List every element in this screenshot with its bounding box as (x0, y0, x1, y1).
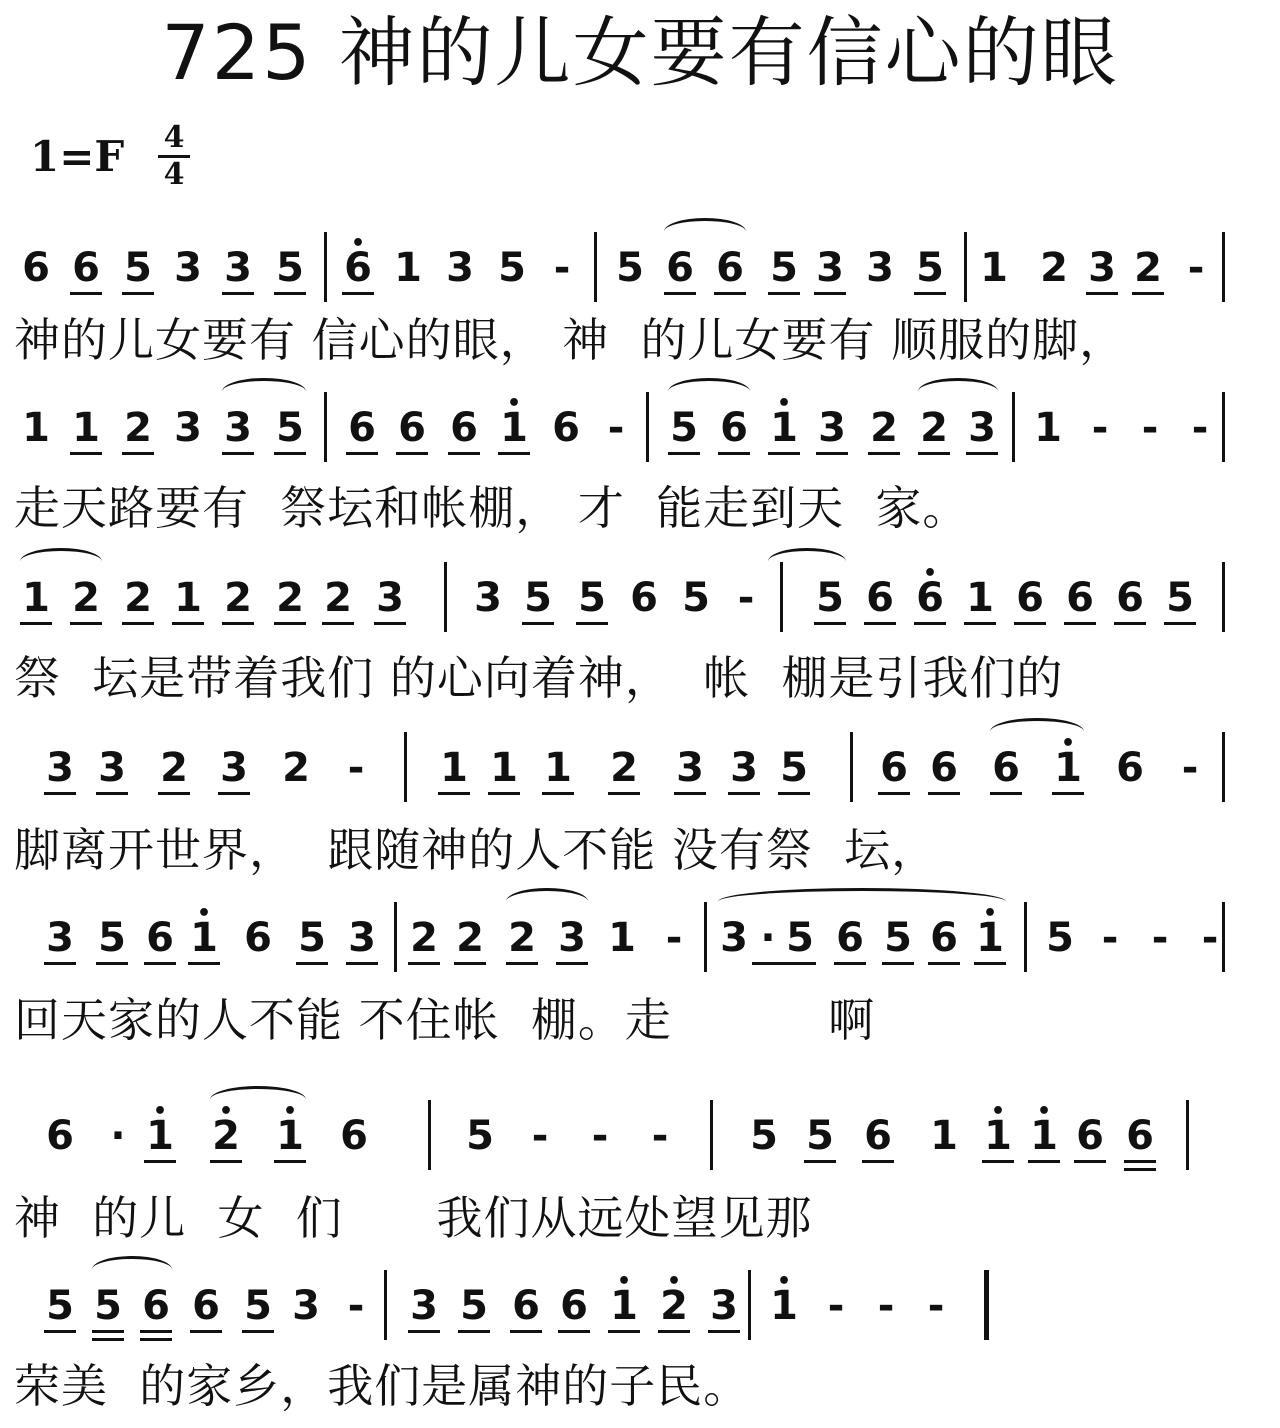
note: 5 (774, 740, 814, 796)
note: 5 (764, 240, 804, 296)
note: 5 (92, 910, 132, 966)
note: 3 (866, 245, 894, 291)
slur (918, 378, 998, 405)
note: 1 (16, 570, 56, 626)
note: 5 (118, 240, 158, 296)
note: • 1 (1048, 740, 1088, 796)
note: 3 (670, 740, 710, 796)
note: 2 (154, 740, 194, 796)
note: 1 (538, 740, 578, 796)
barline (1222, 902, 1225, 972)
note: 3 (446, 245, 474, 291)
note: 3 (92, 740, 132, 796)
barline (594, 232, 597, 302)
note: 6 (1110, 570, 1150, 626)
note: 2 (318, 570, 358, 626)
dash: - (665, 915, 683, 961)
lyrics-line: 神 的儿 女 们 我们从远处望见那 (14, 1191, 813, 1245)
note: 1 (394, 245, 422, 291)
note: 5 (1046, 915, 1074, 961)
barline (324, 392, 327, 462)
note: • 1 (1024, 1108, 1064, 1164)
note: 6 (986, 740, 1026, 796)
slur (664, 218, 746, 245)
barline (1024, 902, 1027, 972)
note: 6 (1010, 570, 1050, 626)
note: 6 (136, 1278, 176, 1334)
note: 2 (914, 400, 954, 456)
dash: - (877, 1283, 895, 1329)
note: • 2 (206, 1108, 246, 1164)
barline (704, 902, 707, 972)
note: 5 (572, 570, 612, 626)
slur (668, 378, 750, 405)
note: 5 (292, 910, 332, 966)
lyrics-line: 荣美 的家乡，我们是属神的子民。 (14, 1359, 751, 1413)
dash: - (927, 1283, 945, 1329)
barline (1222, 392, 1225, 462)
note: 2 (502, 910, 542, 966)
note: 5 (40, 1278, 80, 1334)
note: 5 (454, 1278, 494, 1334)
note: 5 (750, 1113, 778, 1159)
note: 6 (1116, 745, 1144, 791)
note: 3 (724, 740, 764, 796)
note: 2 (118, 400, 158, 456)
note: • 1 (978, 1108, 1018, 1164)
dash: - (1091, 405, 1109, 451)
note: 6 (830, 910, 870, 966)
note: • 1 (184, 910, 224, 966)
note: 6 (1070, 1108, 1110, 1164)
note: 3 (174, 405, 202, 451)
note: 5 (664, 400, 704, 456)
dash: - (1141, 405, 1159, 451)
note: 5 (616, 245, 644, 291)
note: • 1 (604, 1278, 644, 1334)
dash: - (1181, 745, 1199, 791)
note: 5 (910, 240, 950, 296)
note: 3 (962, 400, 1002, 456)
note: 1 (608, 915, 636, 961)
song-title: 725 神的儿女要有信心的眼 (161, 8, 1119, 97)
note: 6 (924, 740, 964, 796)
note: 3 (174, 245, 202, 291)
slur (718, 888, 1006, 915)
slur (210, 1086, 306, 1113)
note: 6 (858, 1108, 898, 1164)
time-signature (158, 122, 190, 191)
note: 2 (282, 745, 310, 791)
note: 1 (930, 1113, 958, 1159)
note: 6 (630, 575, 658, 621)
slur (768, 548, 846, 575)
note: 2 (1128, 240, 1168, 296)
final-barline (984, 1270, 989, 1340)
note: • 1 (270, 1108, 310, 1164)
note: 3 (342, 910, 382, 966)
barline (428, 1100, 431, 1170)
note: 5 (810, 570, 850, 626)
lyrics-line: 神的儿女要有 信心的眼， 神 的儿女要有 顺服的脚， (14, 313, 1127, 367)
barline (1222, 732, 1225, 802)
note: 5 (270, 400, 310, 456)
note: 3 (704, 1278, 744, 1334)
note: 3 (218, 400, 258, 456)
lyrics-line: 回天家的人不能 不住帐 棚。走 啊 (14, 993, 876, 1047)
time-signature-top: 4 (163, 120, 185, 155)
note: 3 (40, 740, 80, 796)
note: 6 (342, 400, 382, 456)
barline (748, 1270, 751, 1340)
note: • 1 (764, 400, 804, 456)
note: 6 (392, 400, 432, 456)
dash: - (347, 745, 365, 791)
slur (990, 718, 1084, 745)
note: 3 (812, 400, 852, 456)
note: 2 (864, 400, 904, 456)
note: 6 (1120, 1108, 1160, 1164)
barline (1012, 392, 1015, 462)
note: 6 (444, 400, 484, 456)
note: 3 (720, 915, 748, 961)
dash: - (651, 1113, 669, 1159)
note: 2 (404, 910, 444, 966)
dash: - (827, 1283, 845, 1329)
barline (394, 902, 397, 972)
note: 5 (1160, 570, 1200, 626)
note: 5 (88, 1278, 128, 1334)
note: 5 (682, 575, 710, 621)
note: 2 (1040, 245, 1068, 291)
lyrics-line: 祭 坛是带着我们 的心向着神， 帐 棚是引我们的 (14, 651, 1064, 705)
note: • 6 (910, 570, 950, 626)
barline (646, 392, 649, 462)
note: 1 (980, 245, 1008, 291)
note: 6 (506, 1278, 546, 1334)
note: 5 (800, 1108, 840, 1164)
slur (20, 548, 102, 575)
note: 6 (874, 740, 914, 796)
dash: - (1191, 405, 1209, 451)
note: 5 (466, 1113, 494, 1159)
note: 3 (292, 1283, 320, 1329)
note: 1 (484, 740, 524, 796)
note: 5 (878, 910, 918, 966)
note: 2 (218, 570, 258, 626)
note: 3 (40, 910, 80, 966)
dash: - (1151, 915, 1169, 961)
note: 6 (22, 245, 50, 291)
note: 3 (474, 575, 502, 621)
note: 6 (244, 915, 272, 961)
note: 6 (66, 240, 106, 296)
barline (1186, 1100, 1189, 1170)
dash: - (553, 245, 571, 291)
note: 6 (924, 910, 964, 966)
barline (850, 732, 853, 802)
note: 3 (214, 740, 254, 796)
dash: - (347, 1283, 365, 1329)
note: 2 (450, 910, 490, 966)
note: • 1 (140, 1108, 180, 1164)
barline (1222, 562, 1225, 632)
dash: - (737, 575, 755, 621)
note: 1 (960, 570, 1000, 626)
note: 3 (370, 570, 410, 626)
lyrics-line: 脚离开世界， 跟随神的人不能 没有祭 坛， (14, 823, 939, 877)
barline (964, 232, 967, 302)
lyrics-line: 走天路要有 祭坛和帐棚， 才 能走到天 家。 (14, 481, 970, 535)
note: 6 (660, 240, 700, 296)
barline (384, 1270, 387, 1340)
dash: - (531, 1113, 549, 1159)
note: 1 (434, 740, 474, 796)
note: 3 (404, 1278, 444, 1334)
dash: - (607, 405, 625, 451)
note: 6 (46, 1113, 74, 1159)
note: 1 (168, 570, 208, 626)
barline (710, 1100, 713, 1170)
note: 5 (518, 570, 558, 626)
note: 6 (554, 1278, 594, 1334)
note: 3 (1082, 240, 1122, 296)
note: 1 (1034, 405, 1062, 451)
key-signature: 1=F (30, 132, 125, 181)
note: 2 (604, 740, 644, 796)
note: 5 (238, 1278, 278, 1334)
note: 2 (66, 570, 106, 626)
slur (222, 378, 306, 405)
barline (444, 562, 447, 632)
note: 6 (186, 1278, 226, 1334)
note: 3 (552, 910, 592, 966)
note: 6 (140, 910, 180, 966)
note: • 1 (494, 400, 534, 456)
note: 2 (118, 570, 158, 626)
note: • 1 (970, 910, 1010, 966)
note: • 2 (654, 1278, 694, 1334)
note: 6 (340, 1113, 368, 1159)
note: 3 (218, 240, 258, 296)
dash: - (1201, 915, 1219, 961)
note: • 1 (764, 1278, 804, 1334)
dot: · (110, 1113, 126, 1159)
note: 1 (66, 400, 106, 456)
dot: · (748, 910, 788, 966)
note: 5 (270, 240, 310, 296)
slur (506, 888, 588, 915)
note: 2 (270, 570, 310, 626)
barline (324, 232, 327, 302)
dash: - (1101, 915, 1119, 961)
dash: - (591, 1113, 609, 1159)
note: 6 (860, 570, 900, 626)
note: 3 (810, 240, 850, 296)
dash: - (1187, 245, 1205, 291)
note: • 6 (338, 240, 378, 296)
slur (92, 1256, 172, 1283)
note: 6 (1060, 570, 1100, 626)
note: 6 (710, 240, 750, 296)
note: 5 (498, 245, 526, 291)
barline (1222, 232, 1225, 302)
note: 1 (22, 405, 50, 451)
note: 6 (714, 400, 754, 456)
barline (404, 732, 407, 802)
note: 5 (780, 910, 820, 966)
time-signature-bottom: 4 (163, 157, 185, 192)
note: 6 (552, 405, 580, 451)
